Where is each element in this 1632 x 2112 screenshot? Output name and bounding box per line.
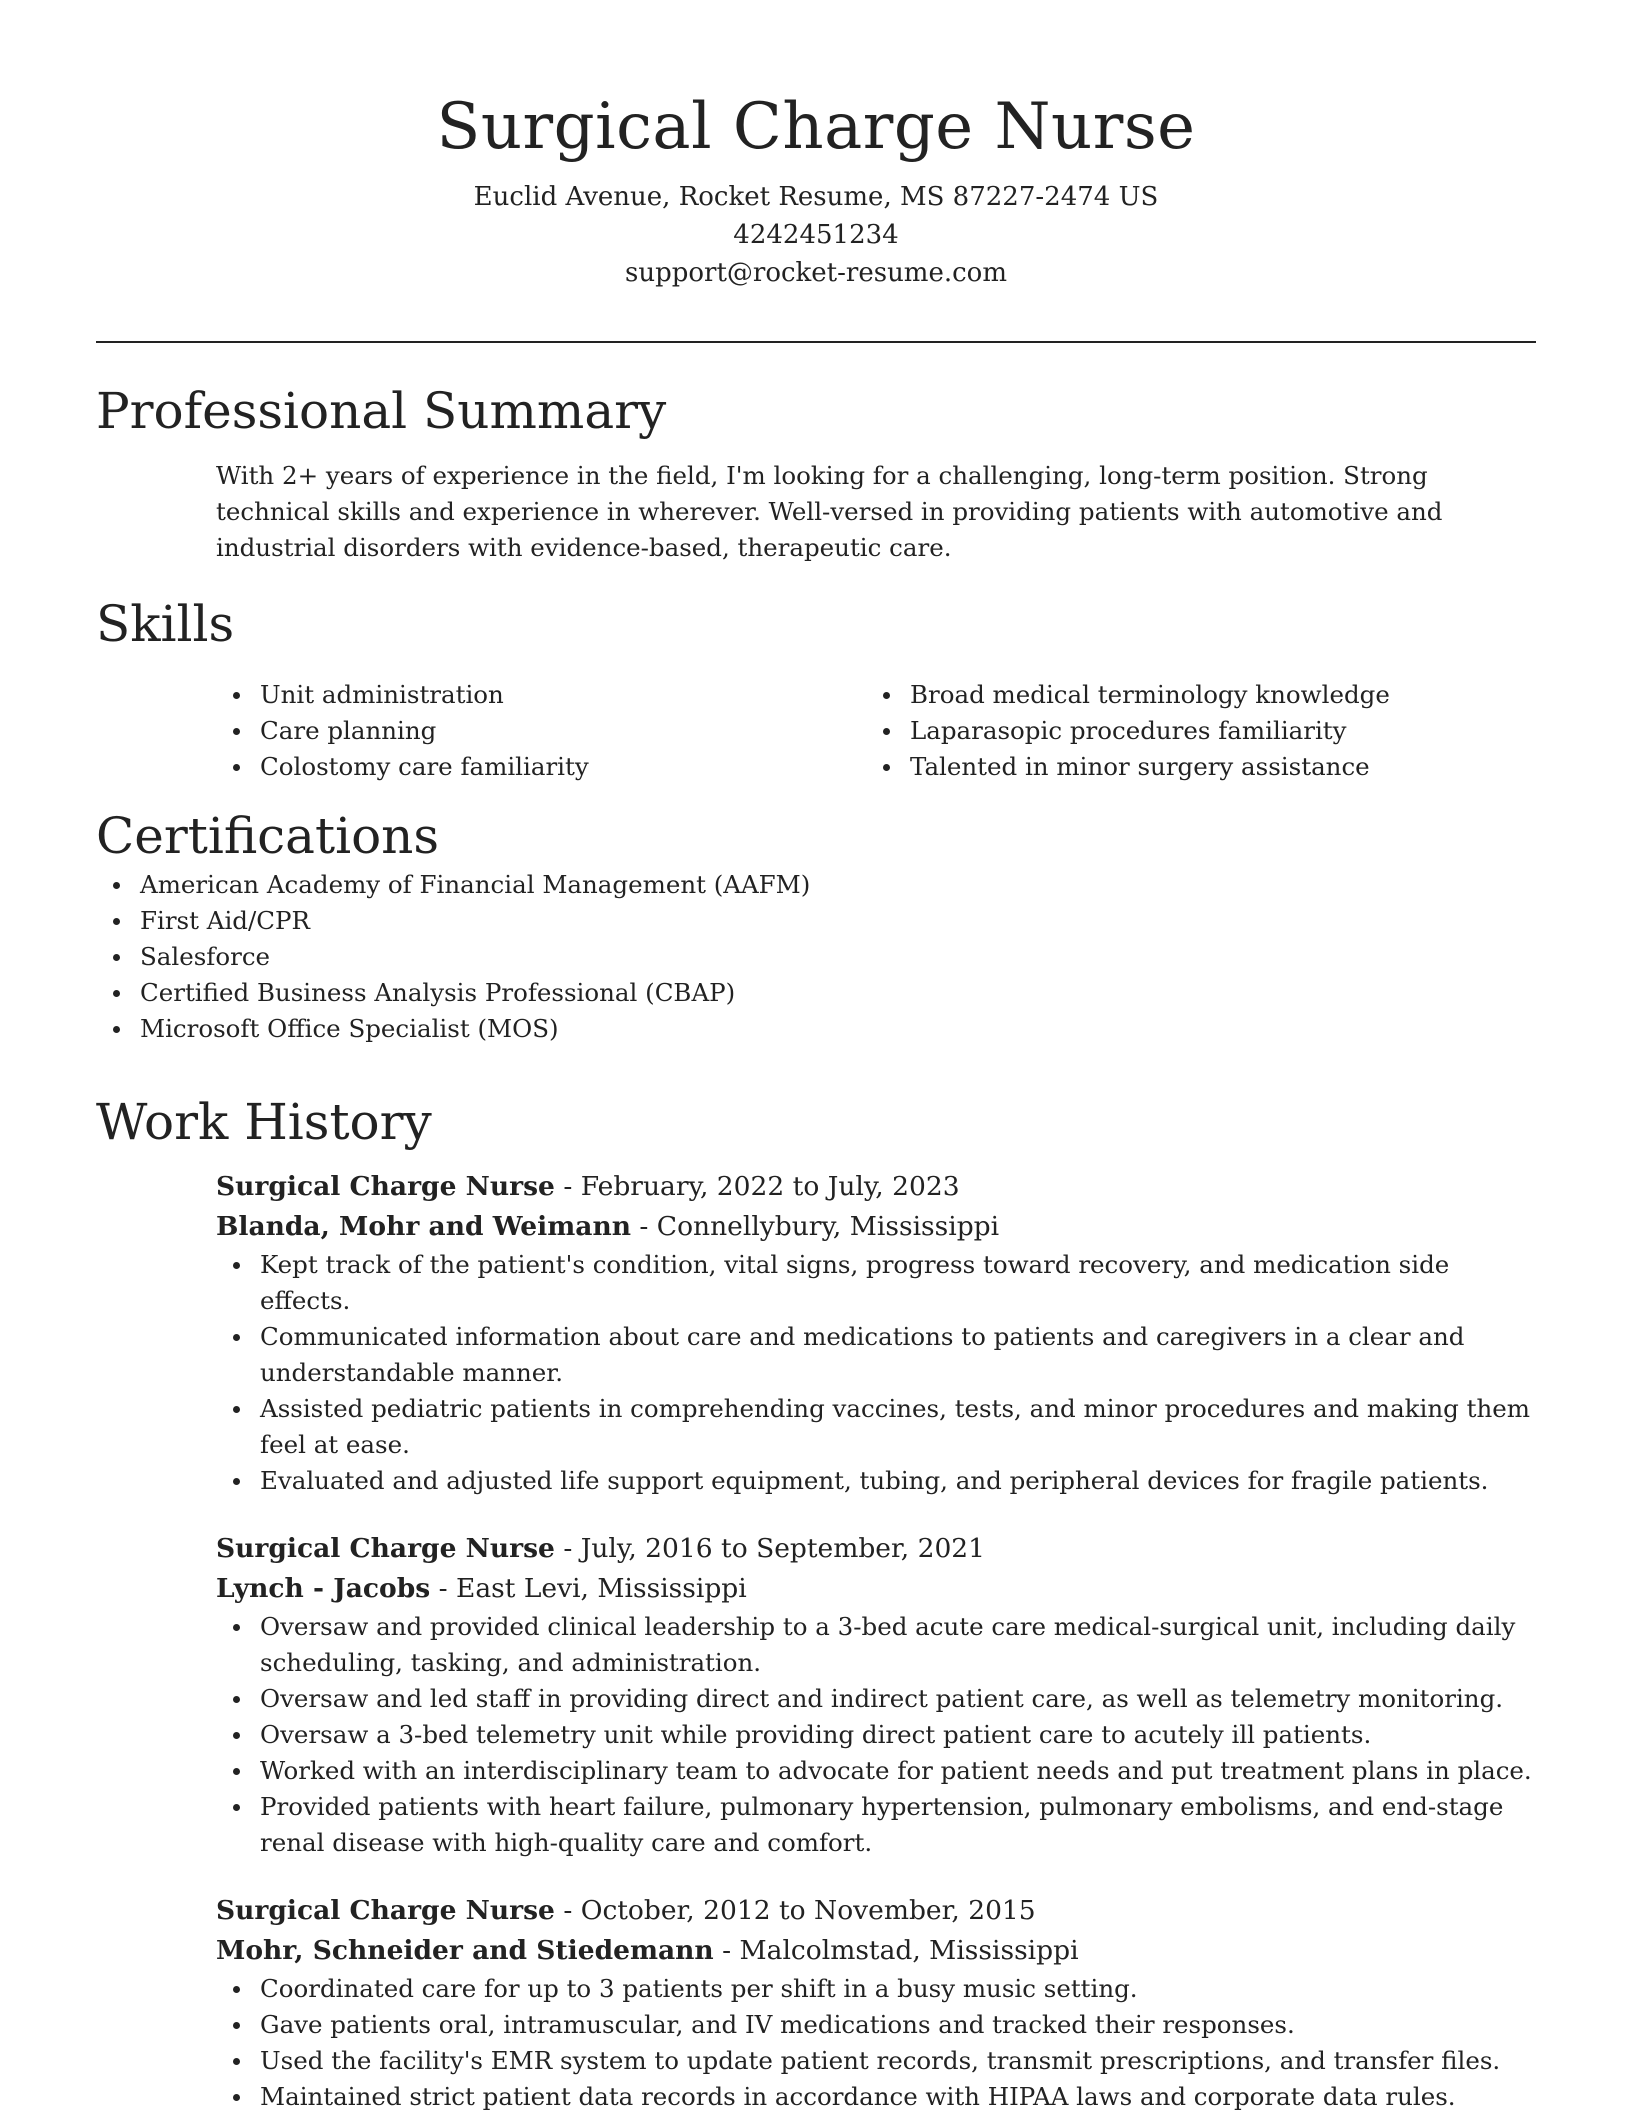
job-duty-item: Gave patients oral, intramuscular, and IV medications and tracked their responses. [216,2007,1536,2043]
work-history-section [96,1091,1536,2112]
skill-item: Unit administration [216,677,866,713]
certifications-title: Certifications [96,807,440,865]
job-entry [216,1891,1536,2112]
job-duty-item: Provided patients with heart failure, pulmonary hypertension, pulmonary embolisms, and end-stage renal disease with high-quality care and comfort. [216,1789,1536,1861]
certifications-list [96,867,1416,1047]
job-role: Surgical Charge Nurse [216,1533,555,1564]
summary-title: Professional Summary [96,382,667,440]
job-title-line [216,1891,1536,1931]
job-duty-item: Coordinated care for up to 3 patients per shift in a busy music setting. [216,1971,1536,2007]
skills-columns [216,677,1536,785]
header-divider [96,341,1536,343]
work-history-title: Work History [96,1093,432,1151]
skill-item: Talented in minor surgery assistance [866,749,1516,785]
certification-item: Microsoft Office Specialist (MOS) [96,1011,1416,1047]
job-duty-item: Communicated information about care and medications to patients and caregivers in a clear and understandable manner. [216,1319,1536,1391]
certifications-section [96,805,1536,1047]
job-separator: - [554,1533,581,1564]
certification-item: Certified Business Analysis Professional (CBAP) [96,975,1416,1011]
skills-list-left [216,677,866,785]
job-separator: - [430,1573,456,1604]
skill-item: Colostomy care familiarity [216,749,866,785]
job-duties-list [216,1971,1536,2112]
job-duty-item: Maintained strict patient data records in accordance with HIPAA laws and corporate data rules. [216,2079,1536,2112]
job-entry [216,1167,1536,1499]
job-company-line [216,1569,1536,1609]
job-duty-item: Kept track of the patient's condition, vital signs, progress toward recovery, and medication side effects. [216,1247,1536,1319]
skill-item: Care planning [216,713,866,749]
job-duty-item: Assisted pediatric patients in comprehending vaccines, tests, and minor procedures and making them feel at ease. [216,1391,1536,1463]
job-company-line [216,1207,1536,1247]
job-location: East Levi, Mississippi [456,1573,747,1604]
job-company-line [216,1931,1536,1971]
skills-list-right [866,677,1516,785]
job-location: Connellybury, Mississippi [656,1211,1000,1242]
job-separator: - [554,1171,581,1202]
summary-section [96,380,1536,566]
job-duty-item: Oversaw and led staff in providing direct and indirect patient care, as well as telemetry monitoring. [216,1681,1536,1717]
job-separator: - [630,1211,657,1242]
job-duties-list [216,1247,1536,1499]
contact-info [96,178,1536,292]
skill-item: Laparasopic procedures familiarity [866,713,1516,749]
job-dates: October, 2012 to November, 2015 [580,1895,1036,1926]
job-separator: - [554,1895,581,1926]
job-title-line [216,1167,1536,1207]
job-duties-list [216,1609,1536,1861]
job-company: Blanda, Mohr and Weimann [216,1211,631,1242]
resume-header [96,84,1536,292]
job-separator: - [713,1935,740,1966]
candidate-name: Surgical Charge Nurse [436,90,1196,164]
contact-email: support@rocket-resume.com [624,258,1007,288]
job-company: Lynch - Jacobs [216,1573,431,1604]
skills-title: Skills [96,595,235,653]
certification-item: First Aid/CPR [96,903,1416,939]
job-role: Surgical Charge Nurse [216,1895,555,1926]
job-company: Mohr, Schneider and Stiedemann [216,1935,714,1966]
certification-item: Salesforce [96,939,1416,975]
job-dates: February, 2022 to July, 2023 [580,1171,960,1202]
skills-section [96,593,1536,785]
skill-item: Broad medical terminology knowledge [866,677,1516,713]
job-duty-item: Used the facility's EMR system to update patient records, transmit prescriptions, and transfer files. [216,2043,1536,2079]
job-duty-item: Worked with an interdisciplinary team to advocate for patient needs and put treatment plans in place. [216,1753,1536,1789]
certification-item: American Academy of Financial Management (AAFM) [96,867,1416,903]
job-role: Surgical Charge Nurse [216,1171,555,1202]
job-duty-item: Oversaw a 3-bed telemetry unit while providing direct patient care to acutely ill patients. [216,1717,1536,1753]
job-title-line [216,1529,1536,1569]
summary-text: With 2+ years of experience in the field, I'm looking for a challenging, long-term position. Strong technical skills and experience in wherever. Well-versed in providing patients with automotive and industrial disorders with evidence-based, therapeutic care. [216,461,1443,562]
contact-address: Euclid Avenue, Rocket Resume, MS 87227-2474 US [473,182,1159,212]
job-entry [216,1529,1536,1861]
contact-phone: 4242451234 [733,220,899,250]
job-duty-item: Evaluated and adjusted life support equipment, tubing, and peripheral devices for fragile patients. [216,1463,1536,1499]
job-dates: July, 2016 to September, 2021 [580,1533,986,1564]
job-location: Malcolmstad, Mississippi [739,1935,1079,1966]
job-duty-item: Oversaw and provided clinical leadership to a 3-bed acute care medical-surgical unit, including daily scheduling, tasking, and administration. [216,1609,1536,1681]
